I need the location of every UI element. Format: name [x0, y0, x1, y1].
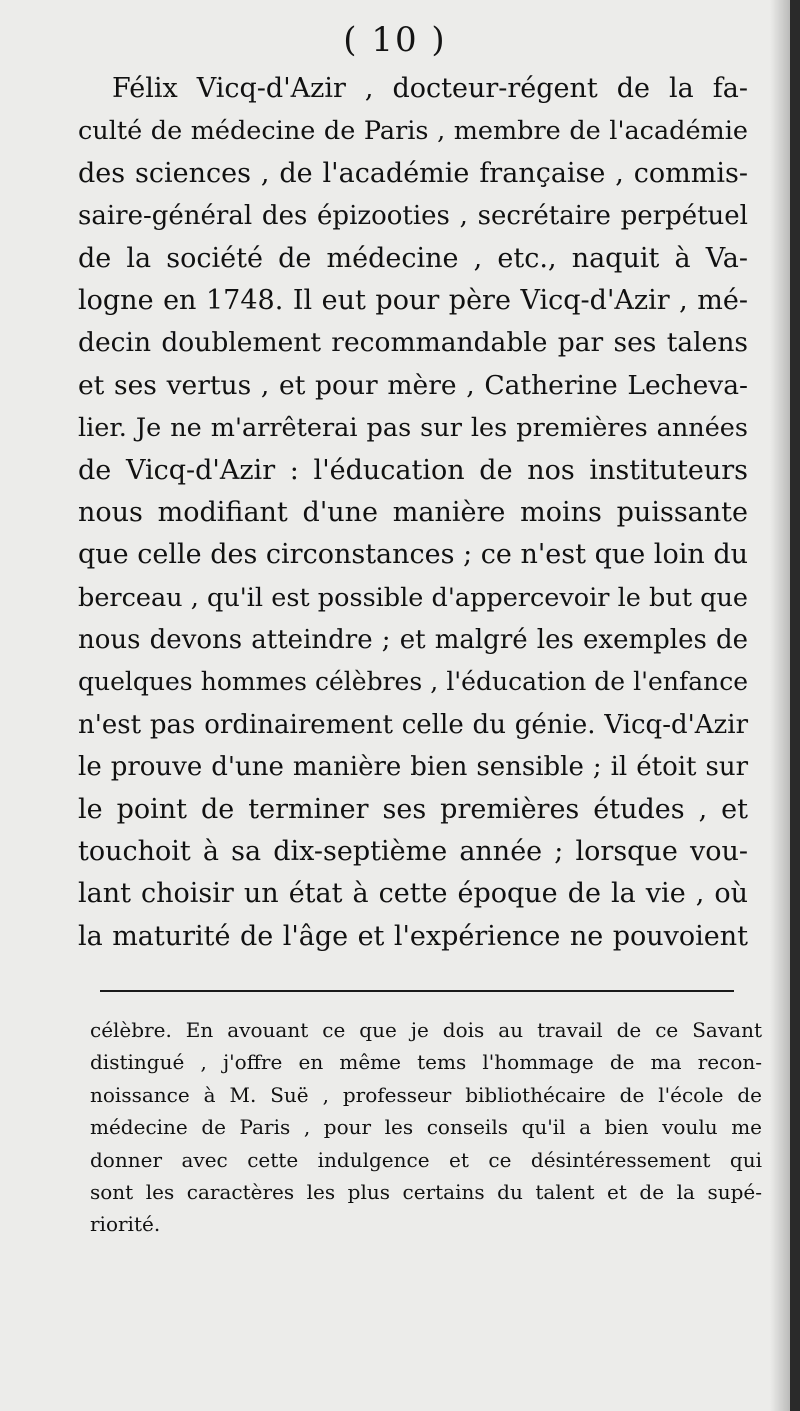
footnote-line: donner avec cette indulgence et ce désintéressement qui — [90, 1147, 762, 1172]
text-line: le point de terminer ses premières études , et — [78, 793, 748, 825]
text-line: n'est pas ordinairement celle du génie. Vicq-d'Azir — [78, 709, 748, 740]
main-text — [78, 68, 748, 958]
footnote-line: riorité. — [90, 1212, 161, 1237]
text-line: nous devons atteindre ; et malgré les exemples de — [78, 625, 748, 656]
text-line: decin doublement recommandable par ses talens — [78, 327, 748, 359]
text-line: et ses vertus , et pour mère , Catherine Lecheva- — [78, 369, 748, 401]
text-line: culté de médecine de Paris , membre de l'académie — [78, 116, 748, 147]
text-line: logne en 1748. Il eut pour père Vicq-d'Azir , mé- — [78, 284, 748, 316]
text-line: que celle des circonstances ; ce n'est que loin du — [78, 539, 748, 571]
text-line: nous modifiant d'une manière moins puissante — [78, 496, 748, 528]
text-line: le prouve d'une manière bien sensible ; il étoit sur — [78, 752, 748, 783]
text-line: de la société de médecine , etc., naquit à Va- — [78, 242, 748, 274]
text-line: quelques hommes célèbres , l'éducation de l'enfance — [78, 667, 748, 697]
text-line: lant choisir un état à cette époque de la vie , où — [78, 878, 748, 910]
footnote-line: sont les caractères les plus certains du talent et de la supé- — [90, 1179, 762, 1204]
footnote-line: médecine de Paris , pour les conseils qu'il a bien voulu me — [90, 1115, 762, 1140]
footnote-line: distingué , j'offre en même tems l'hommage de ma recon- — [90, 1050, 762, 1075]
footnote-line: célèbre. En avouant ce que je dois au travail de ce Savant — [90, 1018, 762, 1042]
text-line: de Vicq-d'Azir : l'éducation de nos instituteurs — [78, 454, 748, 486]
text-line: saire-général des épizooties , secrétaire perpétuel — [78, 201, 748, 232]
page-number: ( 10 ) — [343, 20, 447, 60]
text-line: des sciences , de l'académie française , commis- — [78, 157, 748, 189]
text-line: touchoit à sa dix-septième année ; lorsque vou- — [78, 836, 748, 868]
text-line: lier. Je ne m'arrêterai pas sur les premières années — [78, 413, 748, 444]
footnote-line: noissance à M. Suë , professeur bibliothécaire de l'école de — [90, 1082, 762, 1107]
text-line: la maturité de l'âge et l'expérience ne pouvoient — [78, 920, 748, 952]
footnote — [90, 1014, 762, 1241]
footnote-divider — [100, 990, 734, 992]
text-line: Félix Vicq-d'Azir , docteur-régent de la fa- — [112, 73, 748, 104]
text-line: berceau , qu'il est possible d'appercevoir le but que — [78, 582, 748, 613]
